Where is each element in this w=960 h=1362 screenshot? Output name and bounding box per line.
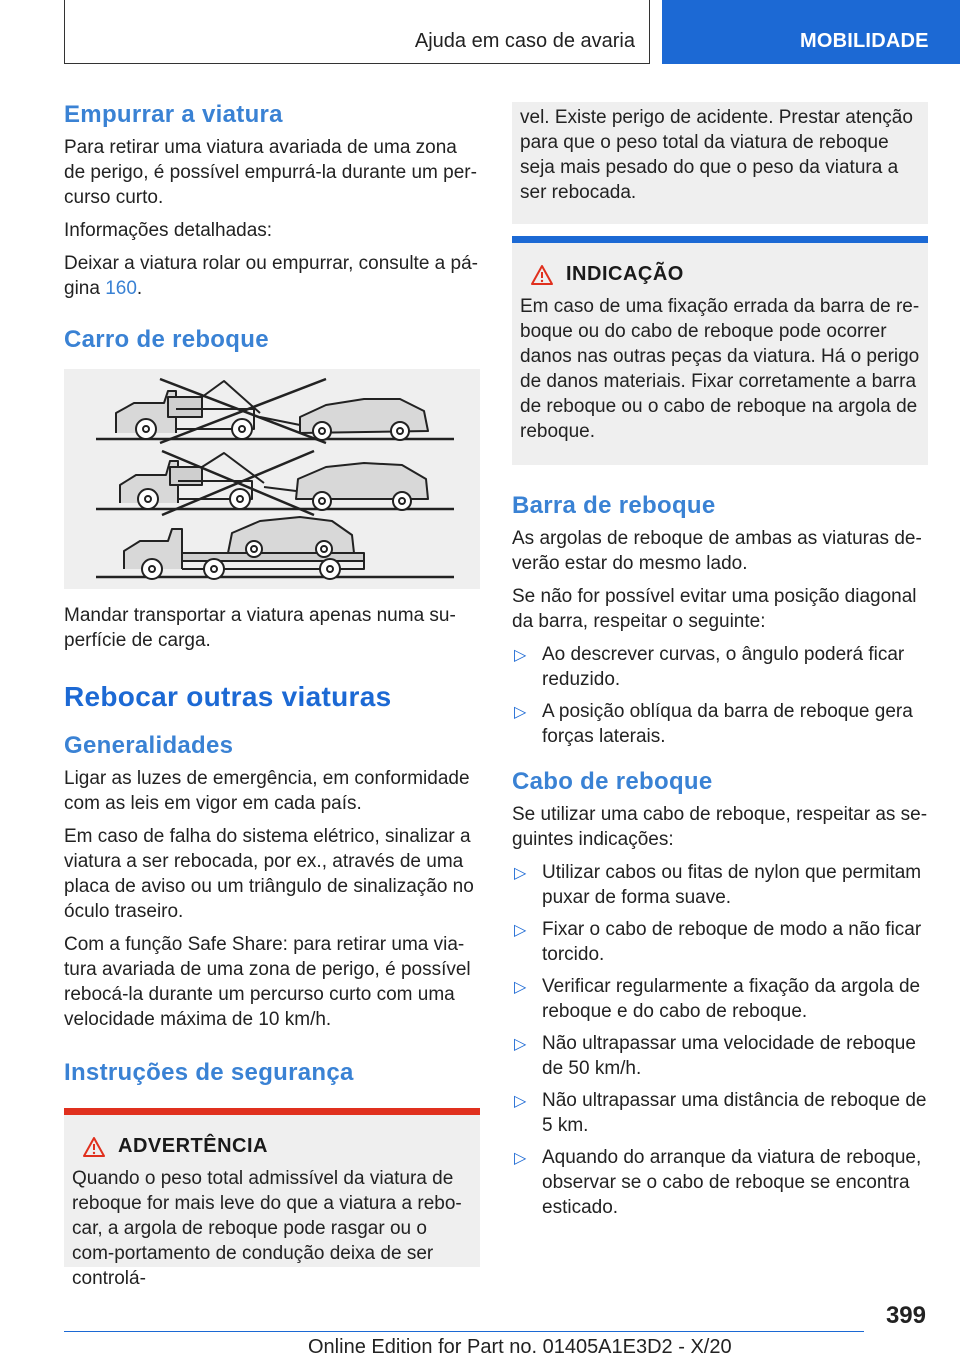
list-item: ▷ Verificar regularmente a fixação da argola de reboque e do cabo de reboque.: [514, 976, 921, 1022]
push-paragraph-3-end: .: [136, 278, 143, 299]
note-label: INDICAÇÃO: [566, 263, 684, 285]
warning-bar: [64, 1108, 480, 1115]
list-item: ▷ A posição oblíqua da barra de reboque gera forças laterais.: [514, 701, 913, 747]
warning-label: ADVERTÊNCIA: [118, 1135, 268, 1157]
tow-other-vehicles-heading: Rebocar outras viaturas: [64, 681, 392, 712]
page-number: 399: [885, 1302, 926, 1329]
header-section-tab: [64, 0, 650, 64]
bullet-triangle-icon: ▷: [514, 1036, 527, 1053]
list-item: ▷ Ao descrever curvas, o ângulo poderá ficar reduzido.: [514, 644, 905, 690]
header-section-title: Ajuda em caso de avaria: [414, 30, 635, 52]
push-heading: Empurrar a viatura: [64, 101, 283, 128]
tow-cable-paragraph-1: Se utilizar uma cabo de reboque, respeitar as se-guintes indicações:: [512, 804, 928, 850]
caution-triangle-icon: [530, 264, 554, 286]
bullet-triangle-icon: ▷: [514, 922, 527, 939]
push-paragraph-1: Para retirar uma viatura avariada de uma zona de perigo, é possível empurrá-la durante um per-curso curto.: [64, 137, 477, 208]
tow-truck-illustration: [64, 369, 480, 589]
tow-cable-heading: Cabo de reboque: [512, 768, 713, 795]
push-paragraph-3: [64, 251, 482, 301]
warning-box: [64, 1108, 480, 1289]
safety-heading: Instruções de segurança: [64, 1059, 354, 1086]
bullet-triangle-icon: ▷: [514, 647, 527, 664]
bullet-triangle-icon: ▷: [514, 865, 527, 882]
tow-bar-paragraph-1: As argolas de reboque de ambas as viaturas de-verão estar do mesmo lado.: [512, 528, 922, 574]
list-item: ▷ Não ultrapassar uma distância de reboque de 5 km.: [514, 1090, 927, 1136]
header-chapter-tab: [662, 0, 960, 64]
tow-truck-heading: Carro de reboque: [64, 326, 269, 353]
tow-bar-list: [512, 642, 928, 749]
bullet-triangle-icon: ▷: [514, 979, 527, 996]
general-heading: Generalidades: [64, 732, 234, 759]
right-column: [512, 102, 928, 1227]
note-bar: [512, 236, 928, 243]
page-reference-link[interactable]: 160: [105, 278, 137, 299]
left-column: [64, 100, 482, 1289]
list-item: ▷ Não ultrapassar uma velocidade de reboque de 50 km/h.: [514, 1033, 916, 1079]
footer-edition: Online Edition for Part no. 01405A1E3D2 - X/20: [308, 1336, 732, 1358]
bullet-triangle-icon: ▷: [514, 1093, 527, 1110]
warning-triangle-icon: [82, 1136, 106, 1158]
general-paragraph-3: Com a função Safe Share: para retirar uma via-tura avariada de uma zona de perigo, é possível rebocá-la durante um percurso curto com uma velocidade máxima de 10 km/h.: [64, 934, 471, 1030]
list-item: ▷ Utilizar cabos ou fitas de nylon que permitam puxar de forma suave.: [514, 862, 922, 908]
push-paragraph-3-text: Deixar a viatura rolar ou empurrar, consulte a pá-gina: [64, 253, 478, 299]
tow-bar-heading: Barra de reboque: [512, 492, 716, 519]
general-paragraph-2: Em caso de falha do sistema elétrico, sinalizar a viatura a ser rebocada, por ex., através de uma placa de aviso ou um triângulo de sinalização no óculo traseiro.: [64, 826, 474, 922]
warning-box-continued: [512, 102, 928, 224]
bullet-triangle-icon: ▷: [514, 1150, 527, 1167]
footer-divider: [64, 1331, 864, 1332]
tow-truck-drawing: [64, 369, 480, 589]
general-paragraph-1: Ligar as luzes de emergência, em conformidade com as leis em vigor em cada país.: [64, 768, 470, 814]
push-paragraph-2: Informações detalhadas:: [64, 220, 273, 241]
tow-cable-list: [512, 860, 928, 1220]
list-item: ▷ Fixar o cabo de reboque de modo a não ficar torcido.: [514, 919, 922, 965]
note-box: [512, 236, 928, 465]
warning-text-continued: vel. Existe perigo de acidente. Prestar atenção para que o peso total da viatura de reboque seja mais pesado do que o peso da viatura a ser rebocada.: [520, 107, 913, 203]
note-text: Em caso de uma fixação errada da barra de re-boque ou do cabo de reboque pode ocorrer danos nas outras peças da viatura. Há o perigo de danos materiais. Fixar corretamente a barra de reboque ou o cabo de reboque na argola de reboque.: [520, 296, 920, 442]
header-chapter-title: MOBILIDADE: [800, 30, 929, 52]
figure-caption: Mandar transportar a viatura apenas numa su-perfície de carga.: [64, 605, 456, 651]
list-item: ▷ Aquando do arranque da viatura de reboque, observar se o cabo de reboque se encontra esticado.: [514, 1147, 922, 1218]
warning-text: Quando o peso total admissível da viatura de reboque for mais leve do que a viatura a rebo-car, a argola de reboque pode rasgar ou o com-portamento de condução deixa de ser controlá-: [72, 1168, 462, 1289]
tow-bar-paragraph-2: Se não for possível evitar uma posição diagonal da barra, respeitar o seguinte:: [512, 586, 917, 632]
bullet-triangle-icon: ▷: [514, 704, 527, 721]
